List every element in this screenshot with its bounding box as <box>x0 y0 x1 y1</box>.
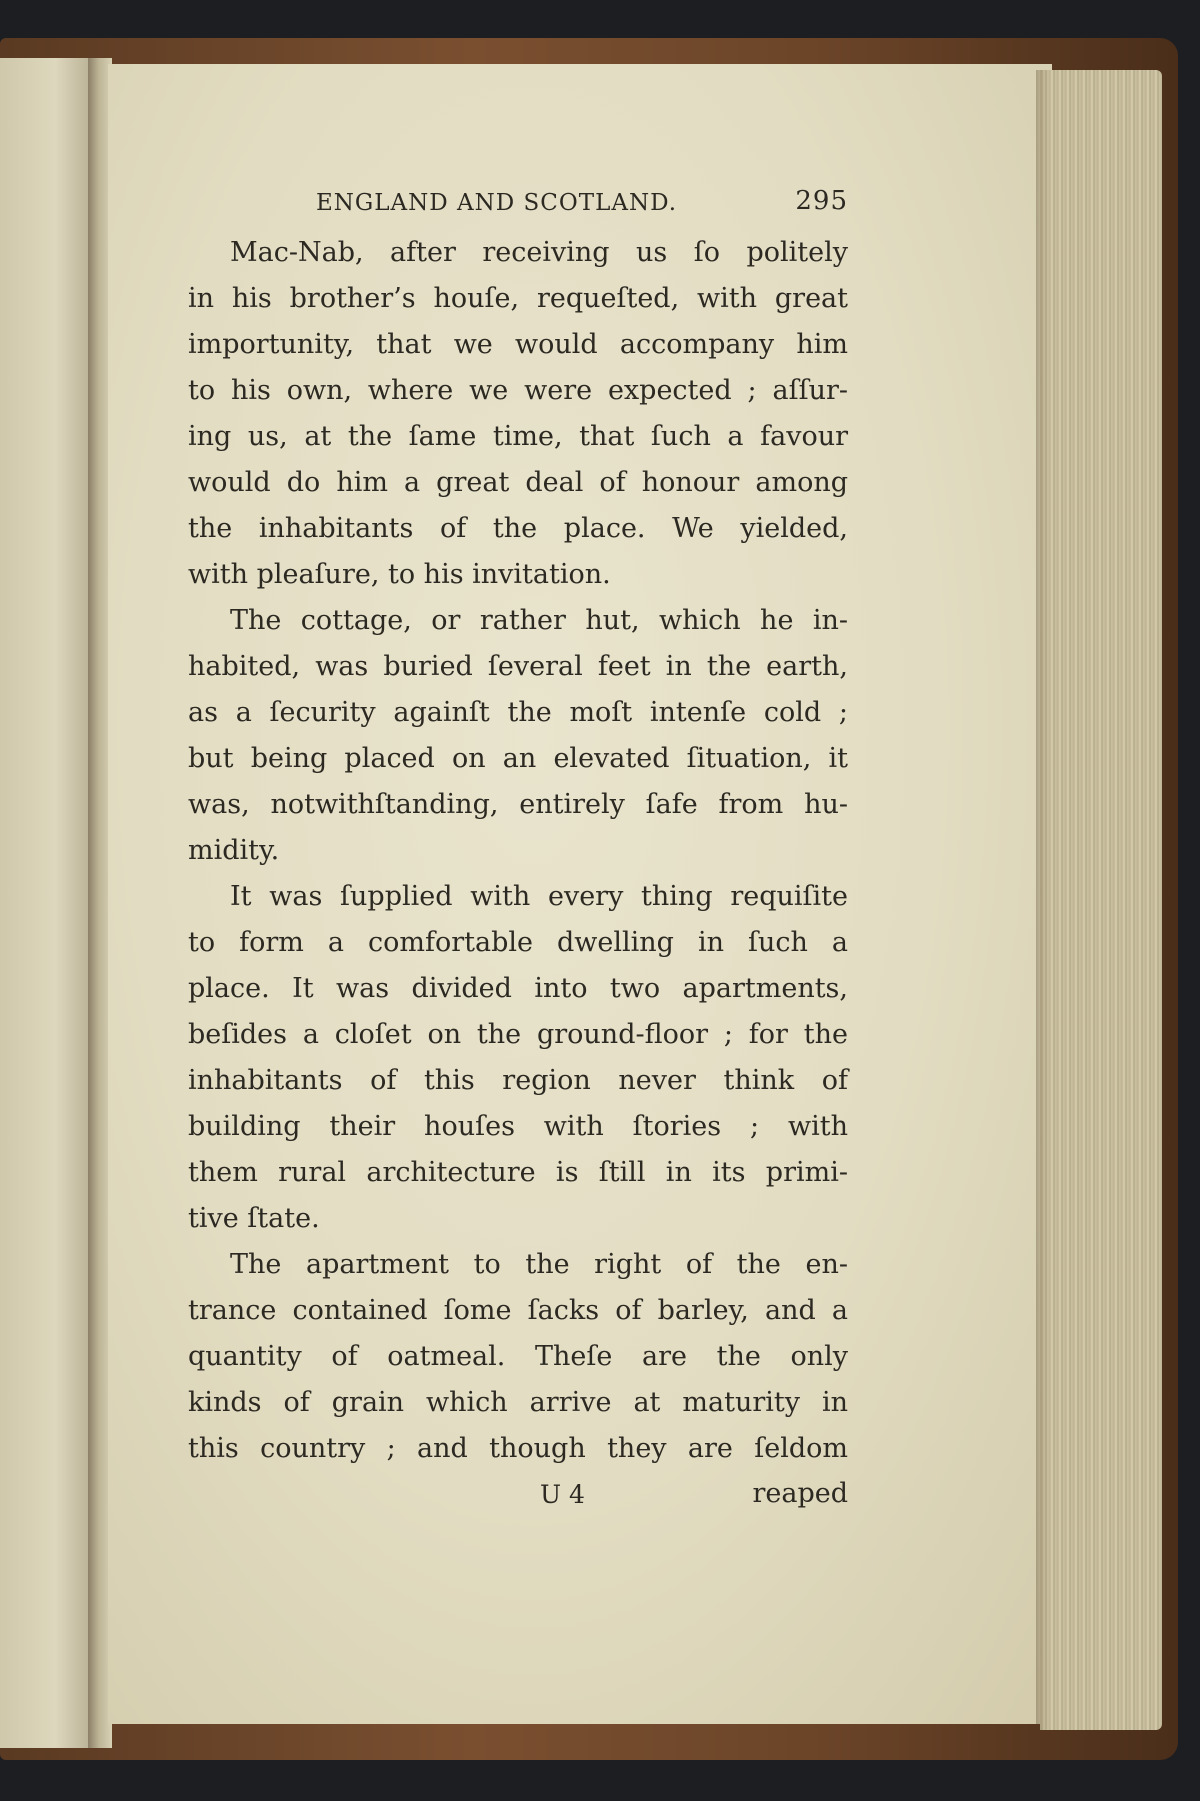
left-page-edge <box>0 58 92 1748</box>
text-line: midity. <box>188 835 280 866</box>
text-line: with pleaſure, to his invitation. <box>188 559 611 590</box>
text-line: this country ; and though they are ſeldom <box>188 1433 848 1464</box>
text-line: but being placed on an elevated ſituation, it <box>188 743 848 774</box>
text-line: It was ſupplied with every thing requiſite <box>230 881 848 912</box>
text-line: habited, was buried ſeveral feet in the earth, <box>188 651 848 682</box>
signature-mark: U 4 <box>540 1480 585 1509</box>
running-head-title: ENGLAND AND SCOTLAND. <box>316 190 678 216</box>
text-line: to form a comfortable dwelling in ſuch a <box>188 927 848 958</box>
text-line: trance contained ſome ſacks of barley, and a <box>188 1295 848 1326</box>
text-line: them rural architecture is ſtill in its primi- <box>188 1157 848 1188</box>
page-number: 295 <box>795 186 848 216</box>
text-line: importunity, that we would accompany him <box>188 329 848 360</box>
text-line: beſides a cloſet on the ground-floor ; for the <box>188 1019 848 1050</box>
text-line: The apartment to the right of the en- <box>230 1249 848 1280</box>
paragraph <box>188 598 848 874</box>
text-line: would do him a great deal of honour among <box>188 467 848 498</box>
page-text-block <box>188 186 848 1518</box>
text-line: in his brother’s houſe, requeſted, with great <box>188 283 848 314</box>
fore-edge-shadow <box>1036 70 1048 1730</box>
text-line: place. It was divided into two apartments, <box>188 973 848 1004</box>
text-line: quantity of oatmeal. Theſe are the only <box>188 1341 848 1372</box>
page-footer <box>188 1472 848 1518</box>
text-line: The cottage, or rather hut, which he in- <box>230 605 848 636</box>
text-line: was, notwithſtanding, entirely ſafe from hu- <box>188 789 848 820</box>
running-head <box>188 186 848 226</box>
text-line: the inhabitants of the place. We yielded, <box>188 513 848 544</box>
text-line: ing us, at the ſame time, that ſuch a favour <box>188 421 848 452</box>
catchword: reaped <box>752 1478 848 1509</box>
text-line: tive ſtate. <box>188 1203 320 1234</box>
text-line: Mac-Nab, after receiving us ſo politely <box>230 237 848 268</box>
paragraph <box>188 230 848 598</box>
text-line: as a ſecurity againſt the moſt intenſe cold ; <box>188 697 848 728</box>
text-line: building their houſes with ſtories ; with <box>188 1111 848 1142</box>
body-text <box>188 230 848 1472</box>
paragraph <box>188 874 848 1242</box>
text-line: kinds of grain which arrive at maturity in <box>188 1387 848 1418</box>
text-line: inhabitants of this region never think of <box>188 1065 848 1096</box>
page-fore-edge <box>1040 70 1162 1730</box>
text-line: to his own, where we were expected ; aſſur- <box>188 375 848 406</box>
paragraph <box>188 1242 848 1472</box>
